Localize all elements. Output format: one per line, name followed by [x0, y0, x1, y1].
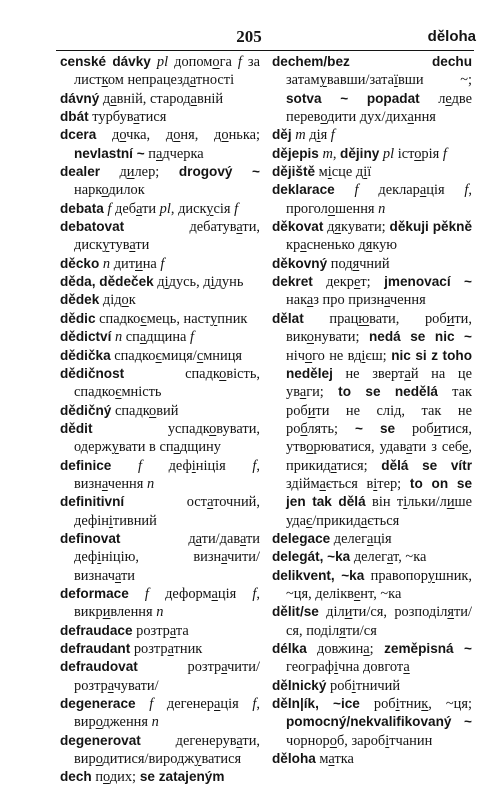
translation: за листком непрацездатності	[74, 54, 261, 89]
dictionary-entry	[60, 200, 260, 218]
grammar-label: f	[334, 182, 379, 199]
dictionary-entry	[272, 310, 472, 530]
translation: декрет;	[312, 274, 371, 291]
headword: dědic	[60, 310, 96, 326]
headword: děcko	[60, 255, 100, 271]
headword: dějiny	[340, 145, 380, 161]
headword: dělit/se	[272, 604, 319, 620]
translation: правопорушник, ~ця, деліквент, ~ка	[286, 567, 472, 602]
grammar-label: f	[160, 255, 165, 272]
left-column	[60, 53, 260, 787]
translation: дилер;	[100, 164, 160, 181]
dictionary-entry	[60, 126, 260, 163]
headword: dealer	[60, 164, 101, 180]
grammar-label: f	[252, 585, 257, 602]
headword: ~ se	[338, 420, 396, 436]
translation: не звертай на це уваги;	[286, 365, 472, 401]
grammar-label: m	[318, 145, 333, 162]
headword: pomocný/nekvalifikovaný ~	[286, 714, 472, 730]
translation: здіймається вітер;	[286, 475, 402, 492]
translation: ледве переводити дух/дихання	[286, 90, 472, 126]
dictionary-entry	[60, 402, 260, 420]
dictionary-entry	[272, 273, 472, 310]
dictionary-entry	[60, 108, 260, 126]
translation: дефініція	[168, 457, 253, 474]
dictionary-entry	[272, 181, 472, 218]
headword: jmenovací ~	[370, 274, 472, 290]
dictionary-entry	[272, 750, 472, 768]
headword: sotva ~ popadat	[286, 90, 420, 106]
grammar-label: f	[252, 696, 257, 713]
grammar-label: f	[128, 585, 166, 602]
headword: censké dávky	[60, 54, 151, 69]
headword: deklarace	[272, 182, 335, 198]
dictionary-entry	[272, 126, 472, 144]
translation: розтрачити/розтрачувати/	[74, 659, 260, 694]
grammar-label: pl	[150, 54, 175, 70]
translation: спадкоємець, наступник	[95, 310, 248, 327]
translation: спадкоємиця/смниця	[110, 347, 243, 364]
dictionary-entry	[60, 493, 260, 530]
translation: він тільки/лише удає/прикидається	[286, 494, 473, 529]
header-rule	[56, 50, 474, 51]
dictionary-entry	[60, 255, 260, 273]
translation: робітничий	[326, 677, 401, 694]
dictionary-entry	[60, 218, 260, 255]
translation: допомoга	[174, 54, 238, 70]
headword: děkovat	[272, 219, 324, 235]
translation: дебатувати, дискутувати	[74, 219, 260, 254]
right-column	[272, 53, 472, 768]
dictionary-entry	[272, 530, 472, 548]
headword: dělnický	[272, 677, 327, 693]
headword: delikvent, ~ka	[272, 567, 365, 583]
translation: подячний	[327, 255, 390, 272]
dictionary-entry	[60, 310, 260, 328]
translation: спадковість, спадкоємність	[74, 365, 260, 401]
grammar-label: f	[111, 457, 169, 474]
translation: , викривлення	[74, 585, 260, 621]
dictionary-entry	[60, 420, 260, 457]
grammar-label: pl	[379, 145, 398, 162]
headword: děkovný	[272, 255, 328, 271]
page-header	[0, 0, 498, 48]
grammar-label: f	[252, 457, 257, 474]
headword: defraudace	[60, 622, 133, 638]
translation: дідусь, дідунь	[153, 274, 244, 291]
dictionary-entry	[60, 273, 260, 291]
headword: dějiště	[272, 164, 316, 180]
headword: délka	[272, 641, 307, 656]
headword: se zatajeným	[136, 769, 225, 785]
dictionary-entry	[272, 567, 472, 604]
translation: нічого не вдієш;	[286, 347, 387, 364]
headword: dědička	[60, 347, 111, 363]
translation: спадщина	[125, 329, 191, 346]
dictionary-entry	[60, 457, 260, 494]
translation: ділити/ся, розподіляти/ся, поділяти/ся	[286, 604, 472, 639]
dictionary-entry	[60, 163, 260, 200]
headword: dechem/bez dechu	[272, 54, 472, 69]
grammar-label: f	[442, 145, 447, 162]
grammar-label: f	[234, 200, 239, 217]
grammar-label: f	[135, 696, 167, 713]
grammar-label: n	[99, 255, 114, 272]
headword: to on se jen tak dělá	[286, 475, 472, 510]
grammar-label: f	[103, 200, 116, 217]
headword: dekret	[272, 274, 313, 290]
headword: dělá se vítr	[367, 457, 472, 473]
translation: спадковий	[111, 402, 179, 419]
dictionary-entry	[60, 695, 260, 732]
dictionary-entry	[272, 218, 472, 255]
translation: делегат, ~ка	[350, 549, 427, 566]
translation: падчерка	[144, 145, 204, 162]
headword: debata	[60, 200, 104, 216]
translation: ,	[332, 145, 341, 162]
dictionary-entry	[272, 695, 472, 750]
grammar-label: n	[111, 329, 126, 346]
headword: dědičný	[60, 402, 112, 418]
headword: definice	[60, 457, 112, 473]
headword: dávný	[60, 90, 100, 106]
headword: děj	[272, 127, 292, 143]
translation: дякувати;	[323, 219, 386, 236]
headword: nic si z toho nedělej	[286, 347, 472, 381]
translation: наказ про призначення	[286, 292, 426, 309]
dictionary-entry	[60, 640, 260, 658]
dictionary-entry	[60, 347, 260, 365]
headword: dějepis	[272, 145, 319, 161]
headword: zeměpisná ~	[373, 641, 472, 656]
headword: delegát, ~ka	[272, 549, 351, 565]
grammar-label: n	[378, 200, 386, 217]
dictionary-entry	[272, 548, 472, 566]
grammar-label: f	[237, 54, 242, 70]
headword: děda, dědeček	[60, 274, 154, 290]
headword: dědit	[60, 420, 93, 436]
headword: dědek	[60, 292, 100, 308]
dictionary-entry	[60, 530, 260, 585]
headword: defraudovat	[60, 659, 138, 675]
headword: dcera	[60, 127, 97, 143]
dictionary-entry	[60, 365, 260, 402]
dictionary-entry	[60, 291, 260, 309]
translation: історія	[397, 145, 443, 162]
grammar-label: f	[190, 329, 195, 346]
translation: декларація	[378, 182, 465, 199]
dictionary-entry	[272, 677, 472, 695]
grammar-label: m	[291, 127, 310, 144]
translation: затамувавши/затаївши ~;	[286, 72, 472, 89]
headword: deformace	[60, 585, 129, 601]
translation: дегенерувати, виродитися/вироджуватися	[74, 732, 260, 768]
headword: drogový ~	[159, 164, 260, 180]
translation: працювати, робити, виконувати;	[286, 310, 472, 346]
headword: degenerovat	[60, 732, 141, 748]
grammar-label: pl	[159, 200, 171, 217]
grammar-label: n	[156, 604, 164, 621]
translation: так робити не слід, так не роблять;	[286, 384, 472, 437]
translation: красненько дякую	[286, 237, 398, 254]
translation: , виродження	[74, 696, 260, 731]
translation: дочка, доня, донька;	[96, 127, 261, 144]
translation: місце дії	[315, 164, 372, 181]
headword: dělat	[272, 310, 304, 326]
headword: nevlastní ~	[74, 145, 145, 161]
translation: деформація	[165, 585, 253, 602]
translation: розтрата	[132, 622, 189, 639]
dictionary-entry	[272, 603, 472, 640]
headword: delegace	[272, 530, 331, 546]
translation: , дискусія	[170, 200, 235, 217]
dictionary-entry	[272, 255, 472, 273]
translation: дати/давати дефініцію, визначити/визначати	[74, 530, 260, 584]
headword: nedá se nic ~	[359, 329, 472, 345]
headword: defraudant	[60, 641, 131, 656]
translation: довжина;	[306, 641, 374, 657]
dictionary-entry	[272, 163, 472, 181]
dictionary-entry	[60, 53, 260, 90]
headword: děloha	[272, 751, 316, 767]
translation: остаточний, дефінітивний	[74, 494, 260, 529]
page-number: 205	[236, 27, 262, 46]
dictionary-entry	[60, 328, 260, 346]
headword: definovat	[60, 530, 121, 546]
translation: турбуватися	[88, 109, 167, 126]
headword: definitivní	[60, 494, 125, 510]
translation: дія	[309, 127, 331, 144]
headword: to se nedělá	[323, 384, 438, 400]
headword: dědičnost	[60, 365, 125, 381]
grammar-label: f	[330, 127, 335, 144]
translation: наркодилок	[74, 182, 145, 199]
dictionary-entry	[60, 585, 260, 622]
translation: давній, стародавній	[99, 90, 224, 107]
translation: розтратник	[130, 641, 203, 657]
translation: дитина	[113, 255, 161, 272]
dictionary-entry	[60, 768, 260, 786]
dictionary-entry	[272, 640, 472, 677]
grammar-label: n	[146, 475, 155, 492]
headword: degenerace	[60, 696, 136, 712]
translation: географічна довгота	[286, 659, 410, 676]
dictionary-entry	[272, 145, 472, 163]
translation: дебати	[115, 200, 160, 217]
headword: dbát	[60, 109, 89, 125]
translation: дегенерація	[166, 696, 253, 713]
dictionary-entry	[60, 622, 260, 640]
translation: робітник, ~ця;	[359, 696, 472, 713]
translation: подих;	[91, 769, 137, 786]
translation: делегація	[330, 530, 392, 547]
translation: успадковувати, одержувати в спадщину	[74, 420, 260, 456]
dictionary-entry	[272, 53, 472, 126]
translation: матка	[315, 751, 354, 768]
grammar-label: f	[464, 182, 469, 199]
grammar-label: n	[151, 714, 159, 731]
headword: děkuji pěkně	[385, 219, 473, 235]
dictionary-entry	[60, 90, 260, 108]
running-head: děloha	[427, 28, 476, 45]
translation: , проголошення	[286, 182, 472, 217]
translation: робитися, утворюватися, удавати з себе, прикидатися;	[286, 420, 472, 474]
translation: чорнороб, заробітчанин	[286, 732, 433, 749]
headword: děln|ík, ~ice	[272, 696, 360, 712]
headword: debatovat	[60, 219, 125, 235]
headword: dědictví	[60, 329, 112, 345]
translation: дідок	[99, 292, 136, 309]
dictionary-entry	[60, 732, 260, 769]
dictionary-entry	[60, 658, 260, 695]
headword: dech	[60, 769, 92, 785]
translation: , визначення	[74, 457, 260, 492]
